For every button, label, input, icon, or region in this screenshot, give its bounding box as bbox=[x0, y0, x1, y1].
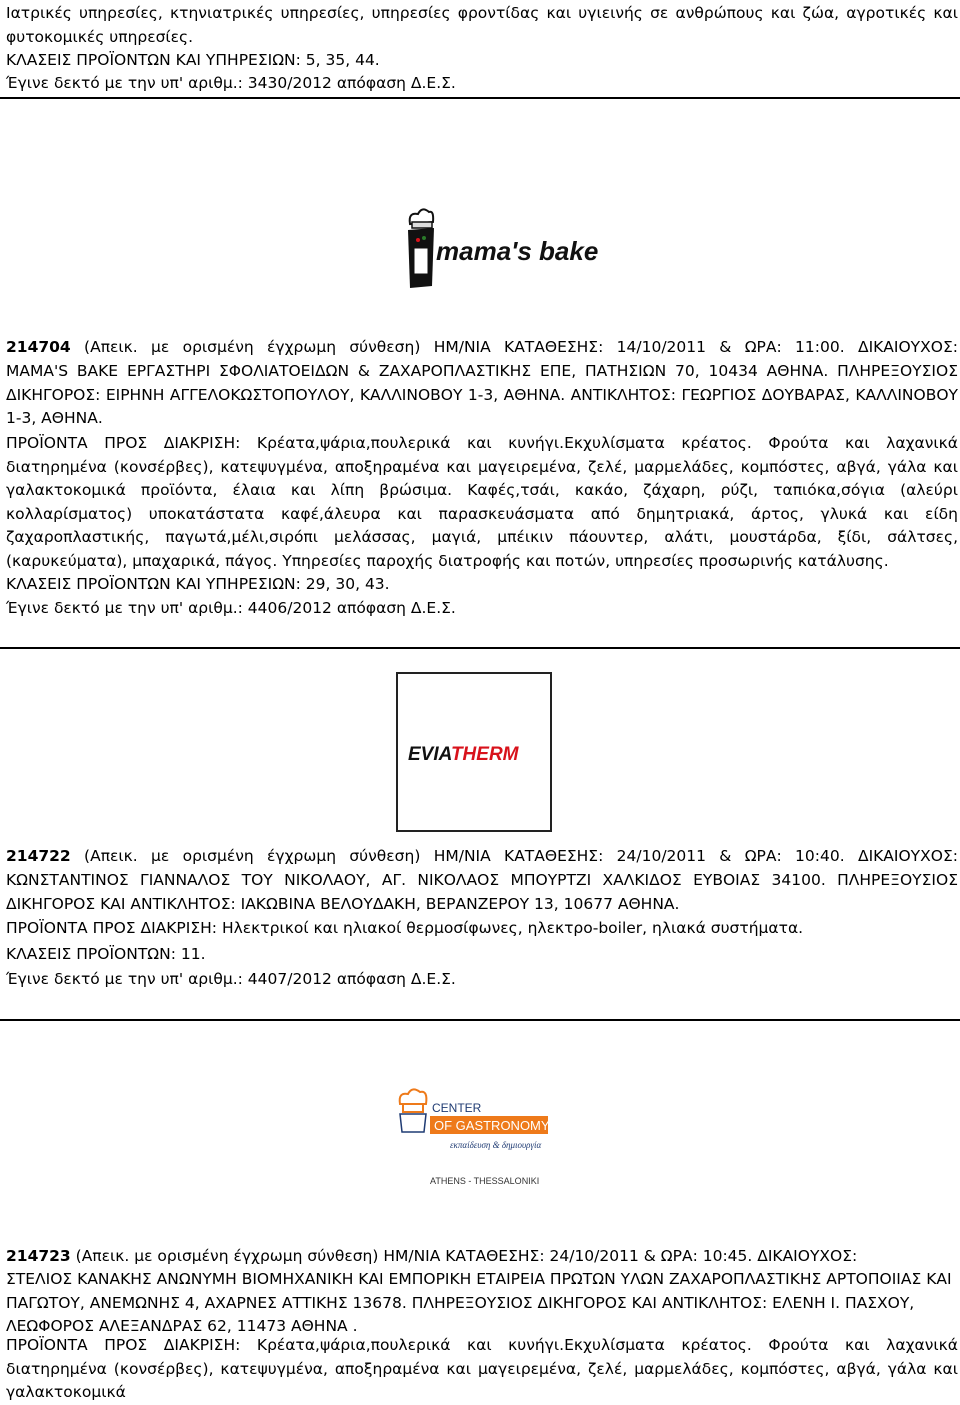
therm-text: THERM bbox=[450, 744, 519, 765]
entry-classes: ΚΛΑΣΕΙΣ ΠΡΟΪΟΝΤΩΝ ΚΑΙ ΥΠΗΡΕΣΙΩΝ: 29, 30, 43. bbox=[6, 575, 390, 593]
separator bbox=[0, 1019, 960, 1021]
eviatherm-logo-image bbox=[398, 674, 550, 830]
trademark-logo-mamas-bake bbox=[402, 196, 599, 296]
entry-owner: ΣΤΕΛΙΟΣ ΚΑΝΑΚΗΣ ΑΝΩΝΥΜΗ ΒΙΟΜΗΧΑΝΙΚΗ ΚΑΙ ΕΜΠΟΡΙΚΗ ΕΤΑΙΡΕΙΑ ΠΡΩΤΩΝ ΥΛΩΝ ΖΑΧΑΡΟΠΛΑΣΤΙΚΗΣ ΑΡΤΟΠΟΙΙΑΣ ΚΑΙ ΠΑΓΩΤΟΥ, ΑΝΕΜΩΝΗΣ 4, ΑΧΑΡΝΕΣ ΑΤΤΙΚΗΣ 13678. ΠΛΗΡΕΞΟΥΣΙΟΣ ΔΙΚΗΓΟΡΟΣ ΚΑΙ ΑΝΤΙΚΛΗΤΟΣ: ΕΛΕΝΗ Ι. ΠΑΣΧΟΥ, ΛΕΩΦΟΡΟΣ ΑΛΕΞΑΝΔΡΑΣ 62, 11473 ΑΘΗΝΑ . bbox=[6, 1270, 952, 1336]
entry-accepted: Έγινε δεκτό με την υπ' αριθμ.: 4406/2012 απόφαση Δ.Ε.Σ. bbox=[6, 599, 456, 617]
trademark-logo-eviatherm bbox=[396, 672, 552, 832]
svg-text:EVIATHERM bbox=[408, 744, 520, 765]
classes-line: ΚΛΑΣΕΙΣ ΠΡΟΪΟΝΤΩΝ ΚΑΙ ΥΠΗΡΕΣΙΩΝ: 5, 35, 44. bbox=[6, 51, 380, 69]
gastronomy-text: OF GASTRONOMY bbox=[434, 1118, 550, 1133]
cities-text: ATHENS - THESSALONIKI bbox=[430, 1176, 540, 1186]
center-text: CENTER bbox=[432, 1101, 482, 1115]
entry-owner: ΚΩΝΣΤΑΝΤΙΝΟΣ ΓΙΑΝΝΑΛΟΣ ΤΟΥ ΝΙΚΟΛΑΟΥ, ΑΓ. ΝΙΚΟΛΑΟΣ ΜΠΟΥΡΤΖΙ ΧΑΛΚΙΔΟΣ ΕΥΒΟΙΑΣ 34100. ΠΛΗΡΕΞΟΥΣΙΟΣ ΔΙΚΗΓΟΡΟΣ ΚΑΙ ΑΝΤΙΚΛΗΤΟΣ: ΙΑΚΩΒΙΝΑ ΒΕΛΟΥΔΑΚΗ, ΒΕΡΑΝΖΕΡΟΥ 13, 10677 ΑΘΗΝΑ. bbox=[6, 871, 958, 913]
services-text: Ιατρικές υπηρεσίες, κτηνιατρικές υπηρεσίες, υπηρεσίες φροντίδας και υγιεινής σε ανθρώπους και ζώα, αγροτικές και φυτοκομικές υπηρεσίες. bbox=[6, 4, 958, 46]
separator bbox=[0, 647, 960, 649]
evia-text: EVIA bbox=[408, 744, 451, 765]
entry-filing: (Απεικ. με ορισμένη έγχρωμη σύνθεση) ΗΜ/ΝΙΑ ΚΑΤΑΘΕΣΗΣ: 14/10/2011 & ΩΡΑ: 11:00. ΔΙΚΑΙΟΥΧΟΣ: bbox=[84, 338, 958, 356]
mamas-bake-logo-image bbox=[402, 196, 599, 296]
mamas-text: mama's bake bbox=[436, 236, 599, 266]
entry-header bbox=[6, 1245, 958, 1269]
entry-number: 214723 bbox=[6, 1247, 71, 1265]
entry-filing: (Απεικ. με ορισμένη έγχρωμη σύνθεση) ΗΜ/ΝΙΑ ΚΑΤΑΘΕΣΗΣ: 24/10/2011 & ΩΡΑ: 10:45. ΔΙΚΑΙΟΥΧΟΣ: bbox=[75, 1247, 858, 1265]
entry-products: ΠΡΟΪΟΝΤΑ ΠΡΟΣ ΔΙΑΚΡΙΣΗ: Ηλεκτρικοί και ηλιακοί θερμοσίφωνες, ηλεκτρο-boiler, ηλιακά συστήματα. bbox=[6, 919, 804, 937]
accepted-line: Έγινε δεκτό με την υπ' αριθμ.: 3430/2012 απόφαση Δ.Ε.Σ. bbox=[6, 74, 456, 92]
entry-header bbox=[6, 336, 958, 360]
entry-number: 214722 bbox=[6, 847, 71, 865]
separator bbox=[0, 97, 960, 99]
entry-number: 214704 bbox=[6, 338, 71, 356]
entry-owner: MAMA'S BAKE ΕΡΓΑΣΤΗΡΙ ΣΦΟΛΙΑΤΟΕΙΔΩΝ & ΖΑΧΑΡΟΠΛΑΣΤΙΚΗΣ ΕΠΕ, ΠΑΤΗΣΙΩΝ 70, 10434 ΑΘΗΝΑ. ΠΛΗΡΕΞΟΥΣΙΟΣ ΔΙΚΗΓΟΡΟΣ: ΕΙΡΗΝΗ ΑΓΓΕΛΟΚΩΣΤΟΠΟΥΛΟΥ, ΚΑΛΛΙΝΟΒΟΥ 1-3, ΑΘΗΝΑ. ΑΝΤΙΚΛΗΤΟΣ: ΓΕΩΡΓΙΟΣ ΔΟΥΒΑΡΑΣ, ΚΑΛΛΙΝΟΒΟΥ 1-3, ΑΘΗΝΑ. bbox=[6, 362, 958, 428]
gastronomy-logo-image bbox=[394, 1086, 554, 1204]
entry-classes: ΚΛΑΣΕΙΣ ΠΡΟΪΟΝΤΩΝ: 11. bbox=[6, 945, 206, 963]
tagline-text: εκπαίδευση & δημιουργία bbox=[450, 1140, 542, 1150]
trademark-logo-center-of-gastronomy bbox=[394, 1086, 554, 1204]
chef-figure bbox=[408, 209, 434, 288]
chef-hat-icon bbox=[400, 1089, 427, 1132]
entry-header bbox=[6, 845, 958, 869]
entry-accepted: Έγινε δεκτό με την υπ' αριθμ.: 4407/2012 απόφαση Δ.Ε.Σ. bbox=[6, 970, 456, 988]
entry-products: ΠΡΟΪΟΝΤΑ ΠΡΟΣ ΔΙΑΚΡΙΣΗ: Κρέατα,ψάρια,πουλερικά και κυνήγι.Εκχυλίσματα κρέατος. Φρούτα και λαχανικά διατηρημένα (κονσέρβες), κατεψυγμένα, αποξηραμένα και μαγειρεμένα, ζελέ, μαρμελάδες, κομπόστες, αβγά, γάλα και γαλακτοκομικά bbox=[6, 1336, 958, 1402]
entry-filing: (Απεικ. με ορισμένη έγχρωμη σύνθεση) ΗΜ/ΝΙΑ ΚΑΤΑΘΕΣΗΣ: 24/10/2011 & ΩΡΑ: 10:40. ΔΙΚΑΙΟΥΧΟΣ: bbox=[84, 847, 958, 865]
entry-products: ΠΡΟΪΟΝΤΑ ΠΡΟΣ ΔΙΑΚΡΙΣΗ: Κρέατα,ψάρια,πουλερικά και κυνήγι.Εκχυλίσματα κρέατος. Φρούτα και λαχανικά διατηρημένα (κονσέρβες), κατεψυγμένα, αποξηραμένα και μαγειρεμένα, ζελέ, μαρμελάδες, κομπόστες, αβγά, γάλα και γαλακτοκομικά προϊόντα, έλαια και λίπη βρώσιμα. Καφές,τσάι, κακάο, ζάχαρη, ρύζι, ταπιόκα,σόγια (αλεύρι κολλαρίσματος) υποκατάστατα καφέ,άλευρα και παρασκευάσματα από δημητριακά, άρτος, γλυκά και είδη ζαχαροπλαστικής, παγωτά,μέλι,σιρόπι μελάσσας, μαγιά, μπέικιν πάουντερ, αλάτι, μουστάρδα, ξίδι, σάλτσες, (καρυκεύματα), μπαχαρικά, πάγος. Υπηρεσίες παροχής διατροφής και ποτών, υπηρεσίες προσωρινής κατάλυσης. bbox=[6, 434, 958, 570]
